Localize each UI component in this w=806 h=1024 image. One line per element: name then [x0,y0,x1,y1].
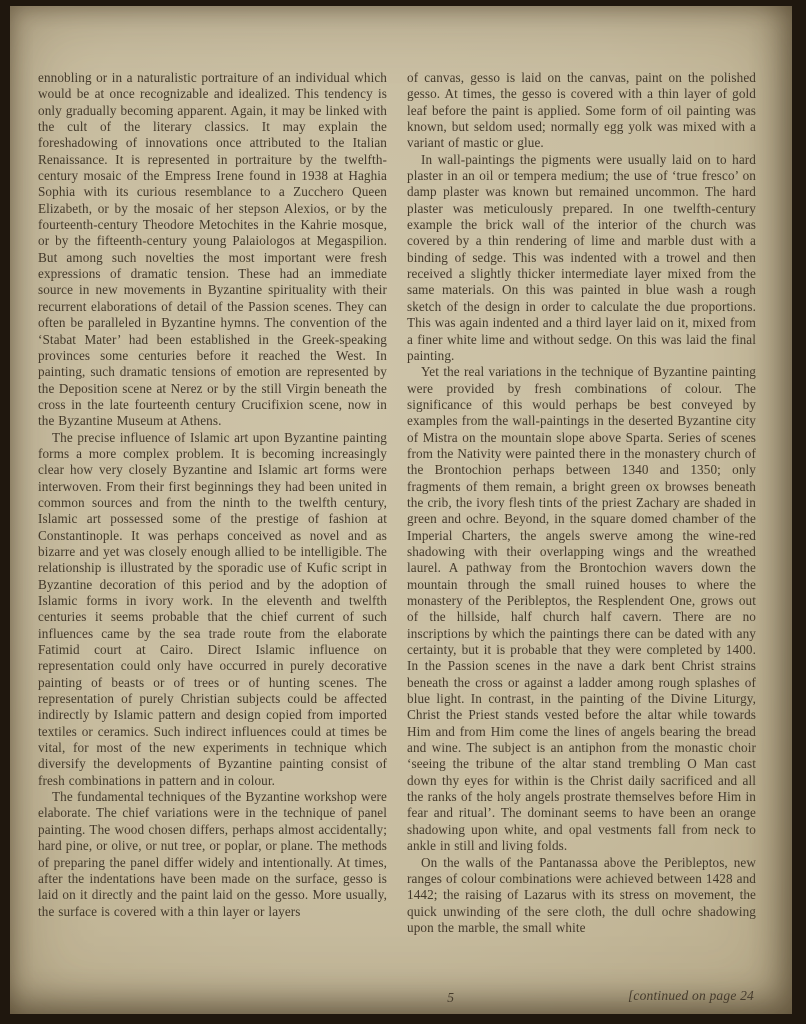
paragraph: ennobling or in a naturalistic portraiture of an individual which would be at once recognizable and idealized. This tendency is only gradually becoming apparent. Again, it may be linked with the cult of the literary classics. It may explain the foreshadowing of innovations once attributed to the Italian Renaissance. It is represented in portraiture by the twelfth-century mosaic of the Empress Irene found in 1938 at Haghia Sophia with its curious resemblance to a Zucchero Queen Elizabeth, or by the mosaic of her stepson Alexios, or by the fourteenth-century Theodore Metochites in the Kahrie mosque, or by the fifteenth-century young Palaiologos at Megaspilion. But among such novelties the most important were fresh expressions of dramatic tension. These had an immediate source in new movements in Byzantine spirituality with their recurrent elaborations of detail of the Passion scenes. They can often be paralleled in Byzantine hymns. The convention of the ‘Stabat Mater’ had been established in the Greek-speaking provinces some centuries before it reached the West. In painting, such dramatic tensions of emotion are represented by the Deposition scene at Nerez or by the still Virgin beneath the cross in the late fourteenth century Crucifixion scene, now in the Byzantine Museum at Athens. [38,70,387,429]
page-footer [38,988,756,1006]
page-number: 5 [447,990,454,1005]
paragraph: The precise influence of Islamic art upon Byzantine painting forms a more complex problem. It is becoming increasingly clear how very closely Byzantine and Islamic art forms were interwoven. From their first beginnings they had been united in common sources and from the ninth to the twelfth century, Islamic art possessed some of the prestige of fashion at Constantinople. It was perhaps conceived as novel and as bizarre and yet was closely enough allied to be intelligible. The relationship is illustrated by the sporadic use of Kufic script in Byzantine decoration of this period and by the adoption of Islamic forms in ivory work. In the eleventh and twelfth centuries it seems probable that the chief current of such influences came by the sea trade route from the elaborate Fatimid court at Cairo. Direct Islamic influence on representation could only have occurred in purely decorative painting of beasts or of trees or of hunting scenes. The representation of purely Christian subjects could be affected indirectly by Islamic pattern and design copied from imported textiles or ceramics. Such indirect influences could at times be vital, for most of the new experiments in technique which diversify the developments of Byzantine painting consist of fresh combinations in pattern and in colour. [38,429,387,788]
paragraph: In wall-paintings the pigments were usually laid on to hard plaster in an oil or tempera medium; the use of ‘true fresco’ on damp plaster was known but remained uncommon. The hard plaster was meticulously prepared. In one twelfth-century example the brick wall of the interior of the church was covered by a thin rendering of lime and marble dust with a binding of sedge. This was indented with a trowel and then received a slightly thicker intermediate layer mixed from the same materials. On this was painted in blue wash a rough sketch of the design in order to calculate the due proportions. This was again indented and a third layer laid on it, mixed from a finer white lime and without sedge. On this was laid the final painting. [407,151,756,363]
paragraph: of canvas, gesso is laid on the canvas, paint on the polished gesso. At times, the gesso is covered with a thin layer of gold leaf before the paint is applied. Some form of oil painting was known, but seldom used; normally egg yolk was mixed with a variant of mastic or glue. [407,70,756,151]
left-column [38,70,387,936]
paragraph: The fundamental techniques of the Byzantine workshop were elaborate. The chief variations were in the technique of panel painting. The wood chosen differs, perhaps almost accidentally; hard pine, or olive, or nut tree, or poplar, or plane. The methods of preparing the panel differ widely and intentionally. At times, after the indentations have been made on the surface, gesso is laid on it directly and the paint laid on the gesso. More usually, the surface is covered with a thin layer or layers [38,789,387,919]
continuation-note: [continued on page 24 [627,988,754,1003]
book-page [10,6,792,1014]
text-columns [38,70,756,936]
paragraph: Yet the real variations in the technique of Byzantine painting were provided by fresh combinations of colour. The significance of this would perhaps be best conveyed by examples from the wall-paintings in the deserted Byzantine city of Mistra on the mountain slope above Sparta. Series of scenes from the Nativity were painted there in the monastery church of the Brontochion perhaps between 1340 and 1350; only fragments of them remain, a bright green ox browses beneath the crib, the ivory flesh tints of the priest Zachary are shaded in green and ochre. Beyond, in the square domed chamber of the Imperial Charters, the angels swerve among the wine-red shadowing with their overlapping wings and the wreathed laurel. A pathway from the Brontochion wavers down the mountain through the small ruined houses to where the monastery of the Peribleptos, the Resplendent One, grows out of the hillside, half church half cavern. There are no inscriptions by which the paintings there can be dated with any certainty, but it is probable that they were completed by 1400. In the Passion scenes in the nave a dark bent Christ strains beneath the cross or against a ladder among rough splashes of blue light. In contrast, in the painting of the Divine Liturgy, Christ the Priest stands vested before the altar while towards Him and from Him come the lines of angels bearing the bread and wine. The subject is an antiphon from the monastic choir ‘seeing the tribune of the altar stand trembling O Man cast down thy eyes for within is the Christ daily sacrificed and all the ranks of the holy angels prostrate themselves before Him in fear and ritual’. The dominant seems to have been an orange shadowing upon white, and opal vestments fall from neck to ankle in still and living folds. [407,364,756,854]
right-column [407,70,756,936]
paragraph: On the walls of the Pantanassa above the Peribleptos, new ranges of colour combinations were achieved between 1428 and 1442; the raising of Lazarus with its stress on movement, the quick unwinding of the sere cloth, the dull ochre shadowing upon the marble, the small white [407,854,756,935]
